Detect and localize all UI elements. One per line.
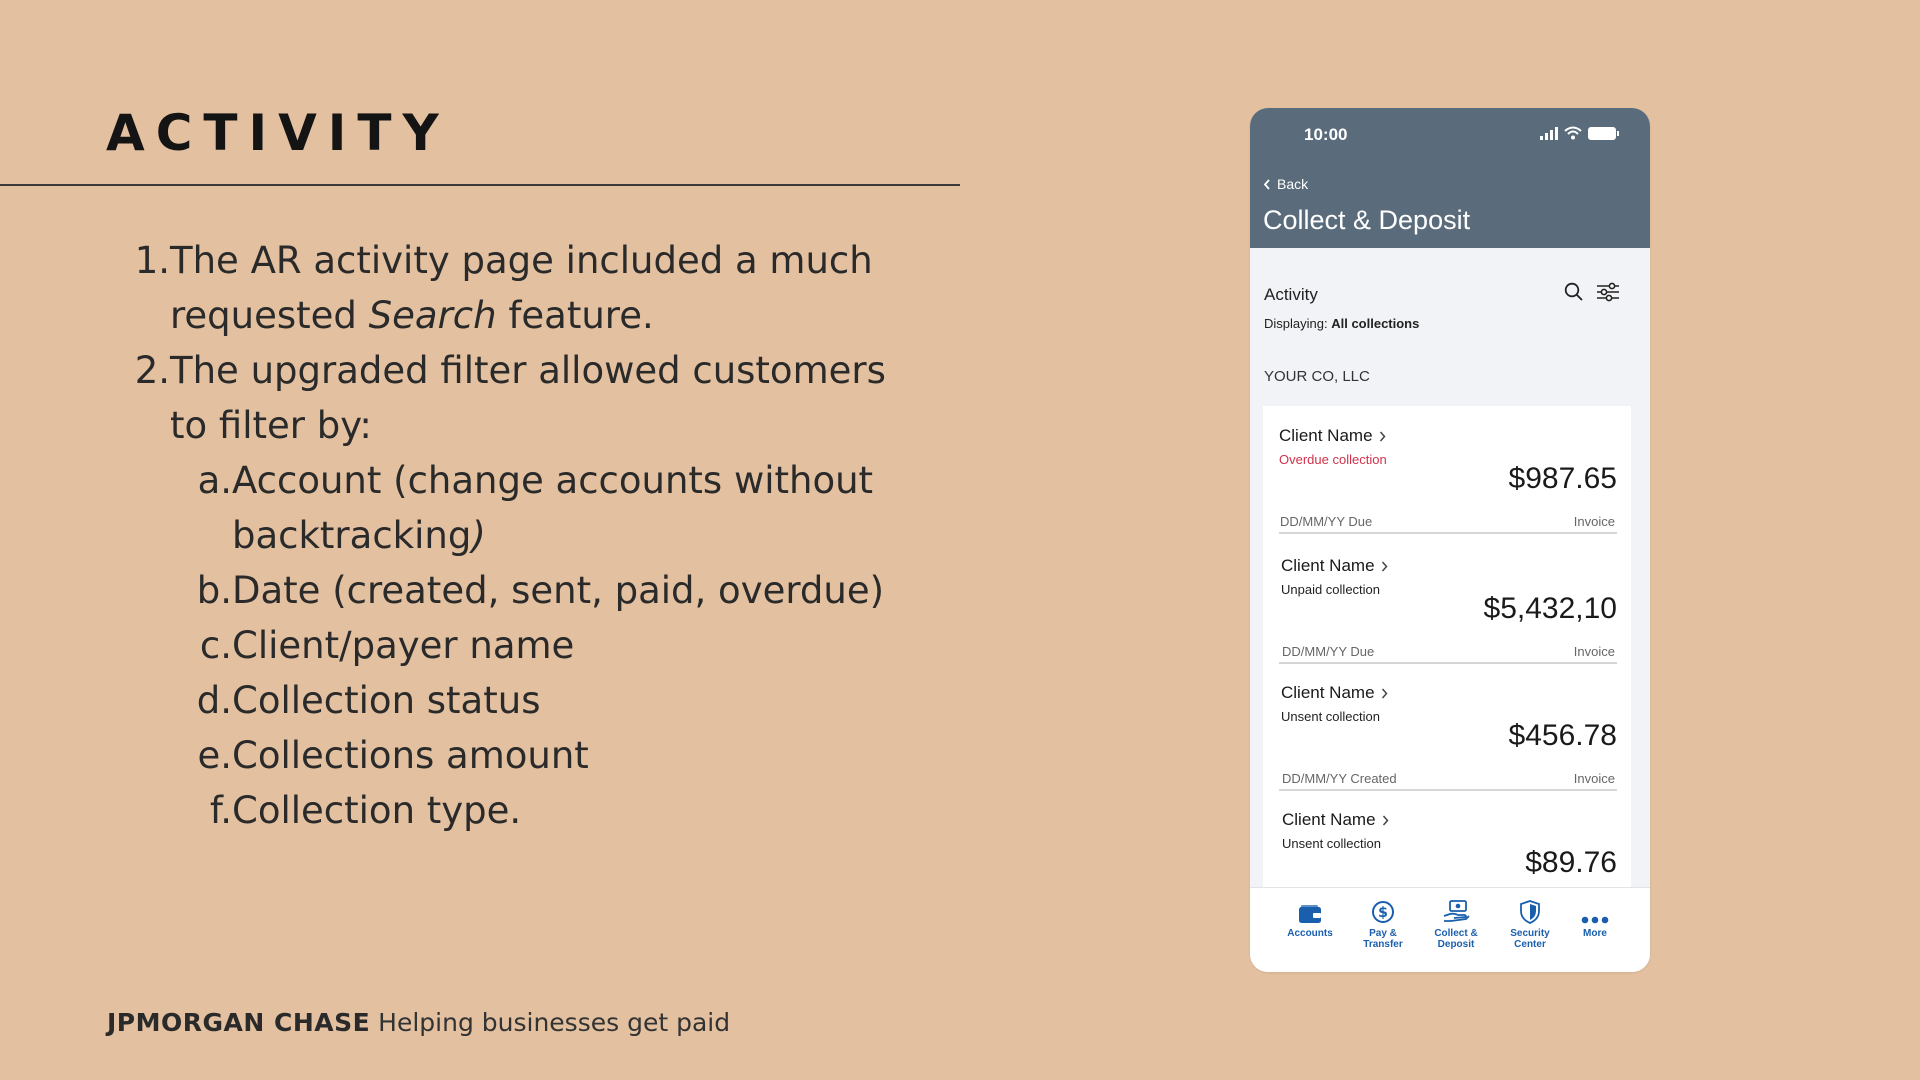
more-dots-icon [1581,916,1609,924]
tab-label-line2: Deposit [1437,939,1475,950]
sub-bullet-letter: e. [197,734,232,777]
sub-bullet-text: Collection type. [232,789,522,832]
search-icon[interactable] [1564,282,1584,302]
collection-amount: $456.78 [1508,719,1617,752]
chevron-right-icon [1381,688,1388,699]
dollar-circle-icon [1371,900,1395,924]
app-body [1250,248,1650,972]
sub-bullet-letter: f. [209,789,232,832]
displaying-value: All collections [1331,316,1420,331]
collection-status: Unsent collection [1281,709,1380,724]
client-name: Client Name [1281,556,1375,575]
client-name: Client Name [1279,426,1373,445]
sub-bullet-tail: ) [471,514,486,557]
tab-accounts[interactable] [1275,898,1345,939]
collection-date: DD/MM/YY Created [1282,771,1397,786]
tab-pay-transfer[interactable] [1348,898,1418,950]
collection-date: DD/MM/YY Due [1282,644,1375,659]
svg-text:$: $ [1378,905,1388,921]
collection-status: Unpaid collection [1281,582,1381,597]
battery-icon [1588,127,1616,140]
tab-security-center[interactable] [1495,898,1565,950]
collection-amount: $987.65 [1508,462,1617,495]
collection-item[interactable] [1263,406,1631,533]
bullet-number: 2. [134,349,170,392]
tab-label-line2: Center [1514,939,1546,950]
chevron-right-icon [1381,561,1388,572]
sub-bullet-letter: c. [199,624,232,667]
sub-bullet-e [130,728,930,783]
client-name: Client Name [1281,683,1375,702]
status-icons [1540,126,1616,140]
sub-bullet-text: Collection status [232,679,541,722]
signal-icon [1540,127,1558,140]
sub-bullet-text: Client/payer name [232,624,575,667]
collection-type: Invoice [1573,514,1615,529]
bullet-text-italic: Search [368,294,497,337]
collection-type: Invoice [1573,644,1615,659]
tab-label: Collect & [1434,928,1478,939]
sub-bullet-text: Collections amount [232,734,589,777]
title-divider [0,184,960,186]
sub-bullet-letter: b. [196,569,232,612]
tab-collect-deposit[interactable] [1421,898,1491,950]
sub-bullet-text: Date (created, sent, paid, overdue) [232,569,885,612]
company-name: YOUR CO, LLC [1264,368,1370,385]
sub-bullet-f [130,783,930,838]
sub-bullet-d [130,673,930,728]
bullet-text: The upgraded filter allowed customers to filter by: [170,349,886,447]
footer-brand: JPMORGAN CHASE [107,1008,371,1037]
client-name: Client Name [1282,810,1376,829]
tab-more[interactable] [1560,898,1630,939]
bullet-item-1 [130,233,930,343]
collection-status: Overdue collection [1279,452,1387,467]
chevron-left-icon [1263,179,1271,190]
sub-bullet-a [130,453,930,563]
collection-date: DD/MM/YY Due [1280,514,1373,529]
bullet-text: The AR activity page included a much requested [170,239,873,337]
tab-label: Security [1510,928,1550,939]
bullet-text-end: feature. [496,294,654,337]
sub-bullet-text: Account (change accounts without backtracking [232,459,874,557]
chevron-right-icon [1382,815,1389,826]
slide-title: ACTIVITY [106,104,450,162]
bullet-list [130,233,930,838]
bottom-tab-bar [1250,887,1650,972]
wifi-icon [1564,126,1582,140]
tab-label: More [1583,928,1607,939]
hand-money-icon [1442,900,1470,924]
sub-bullet-c [130,618,930,673]
back-label: Back [1277,176,1309,192]
bullet-number: 1. [134,239,170,282]
slide-footer [107,1008,730,1037]
bullet-item-2 [130,343,930,453]
sub-bullet-letter: a. [197,459,232,502]
activity-heading: Activity [1264,285,1318,304]
shield-icon [1519,900,1541,924]
page-title: Collect & Deposit [1263,205,1471,235]
app-header [1250,108,1650,248]
collection-amount: $5,432,10 [1483,592,1617,625]
sub-bullet-b [130,563,930,618]
sub-bullet-letter: d. [196,679,232,722]
item-divider [1279,532,1617,534]
tab-label: Pay & [1369,928,1397,939]
chevron-right-icon [1379,431,1386,442]
collection-status: Unsent collection [1282,836,1381,851]
wallet-icon [1298,904,1322,924]
phone-mockup [1250,108,1650,972]
collection-amount: $89.76 [1525,846,1617,879]
tab-label-line2: Transfer [1363,939,1403,950]
footer-tagline: Helping businesses get paid [378,1008,731,1037]
collection-item[interactable] [1263,663,1631,790]
back-button[interactable] [1263,176,1308,192]
activity-actions [1564,282,1620,302]
collection-type: Invoice [1573,771,1615,786]
displaying-prefix: Displaying: [1264,316,1328,331]
collections-list [1263,406,1631,906]
status-time: 10:00 [1304,125,1348,144]
displaying-filter [1264,316,1419,331]
tab-label: Accounts [1287,928,1333,939]
filter-icon[interactable] [1596,282,1620,302]
collection-item[interactable] [1263,536,1631,663]
